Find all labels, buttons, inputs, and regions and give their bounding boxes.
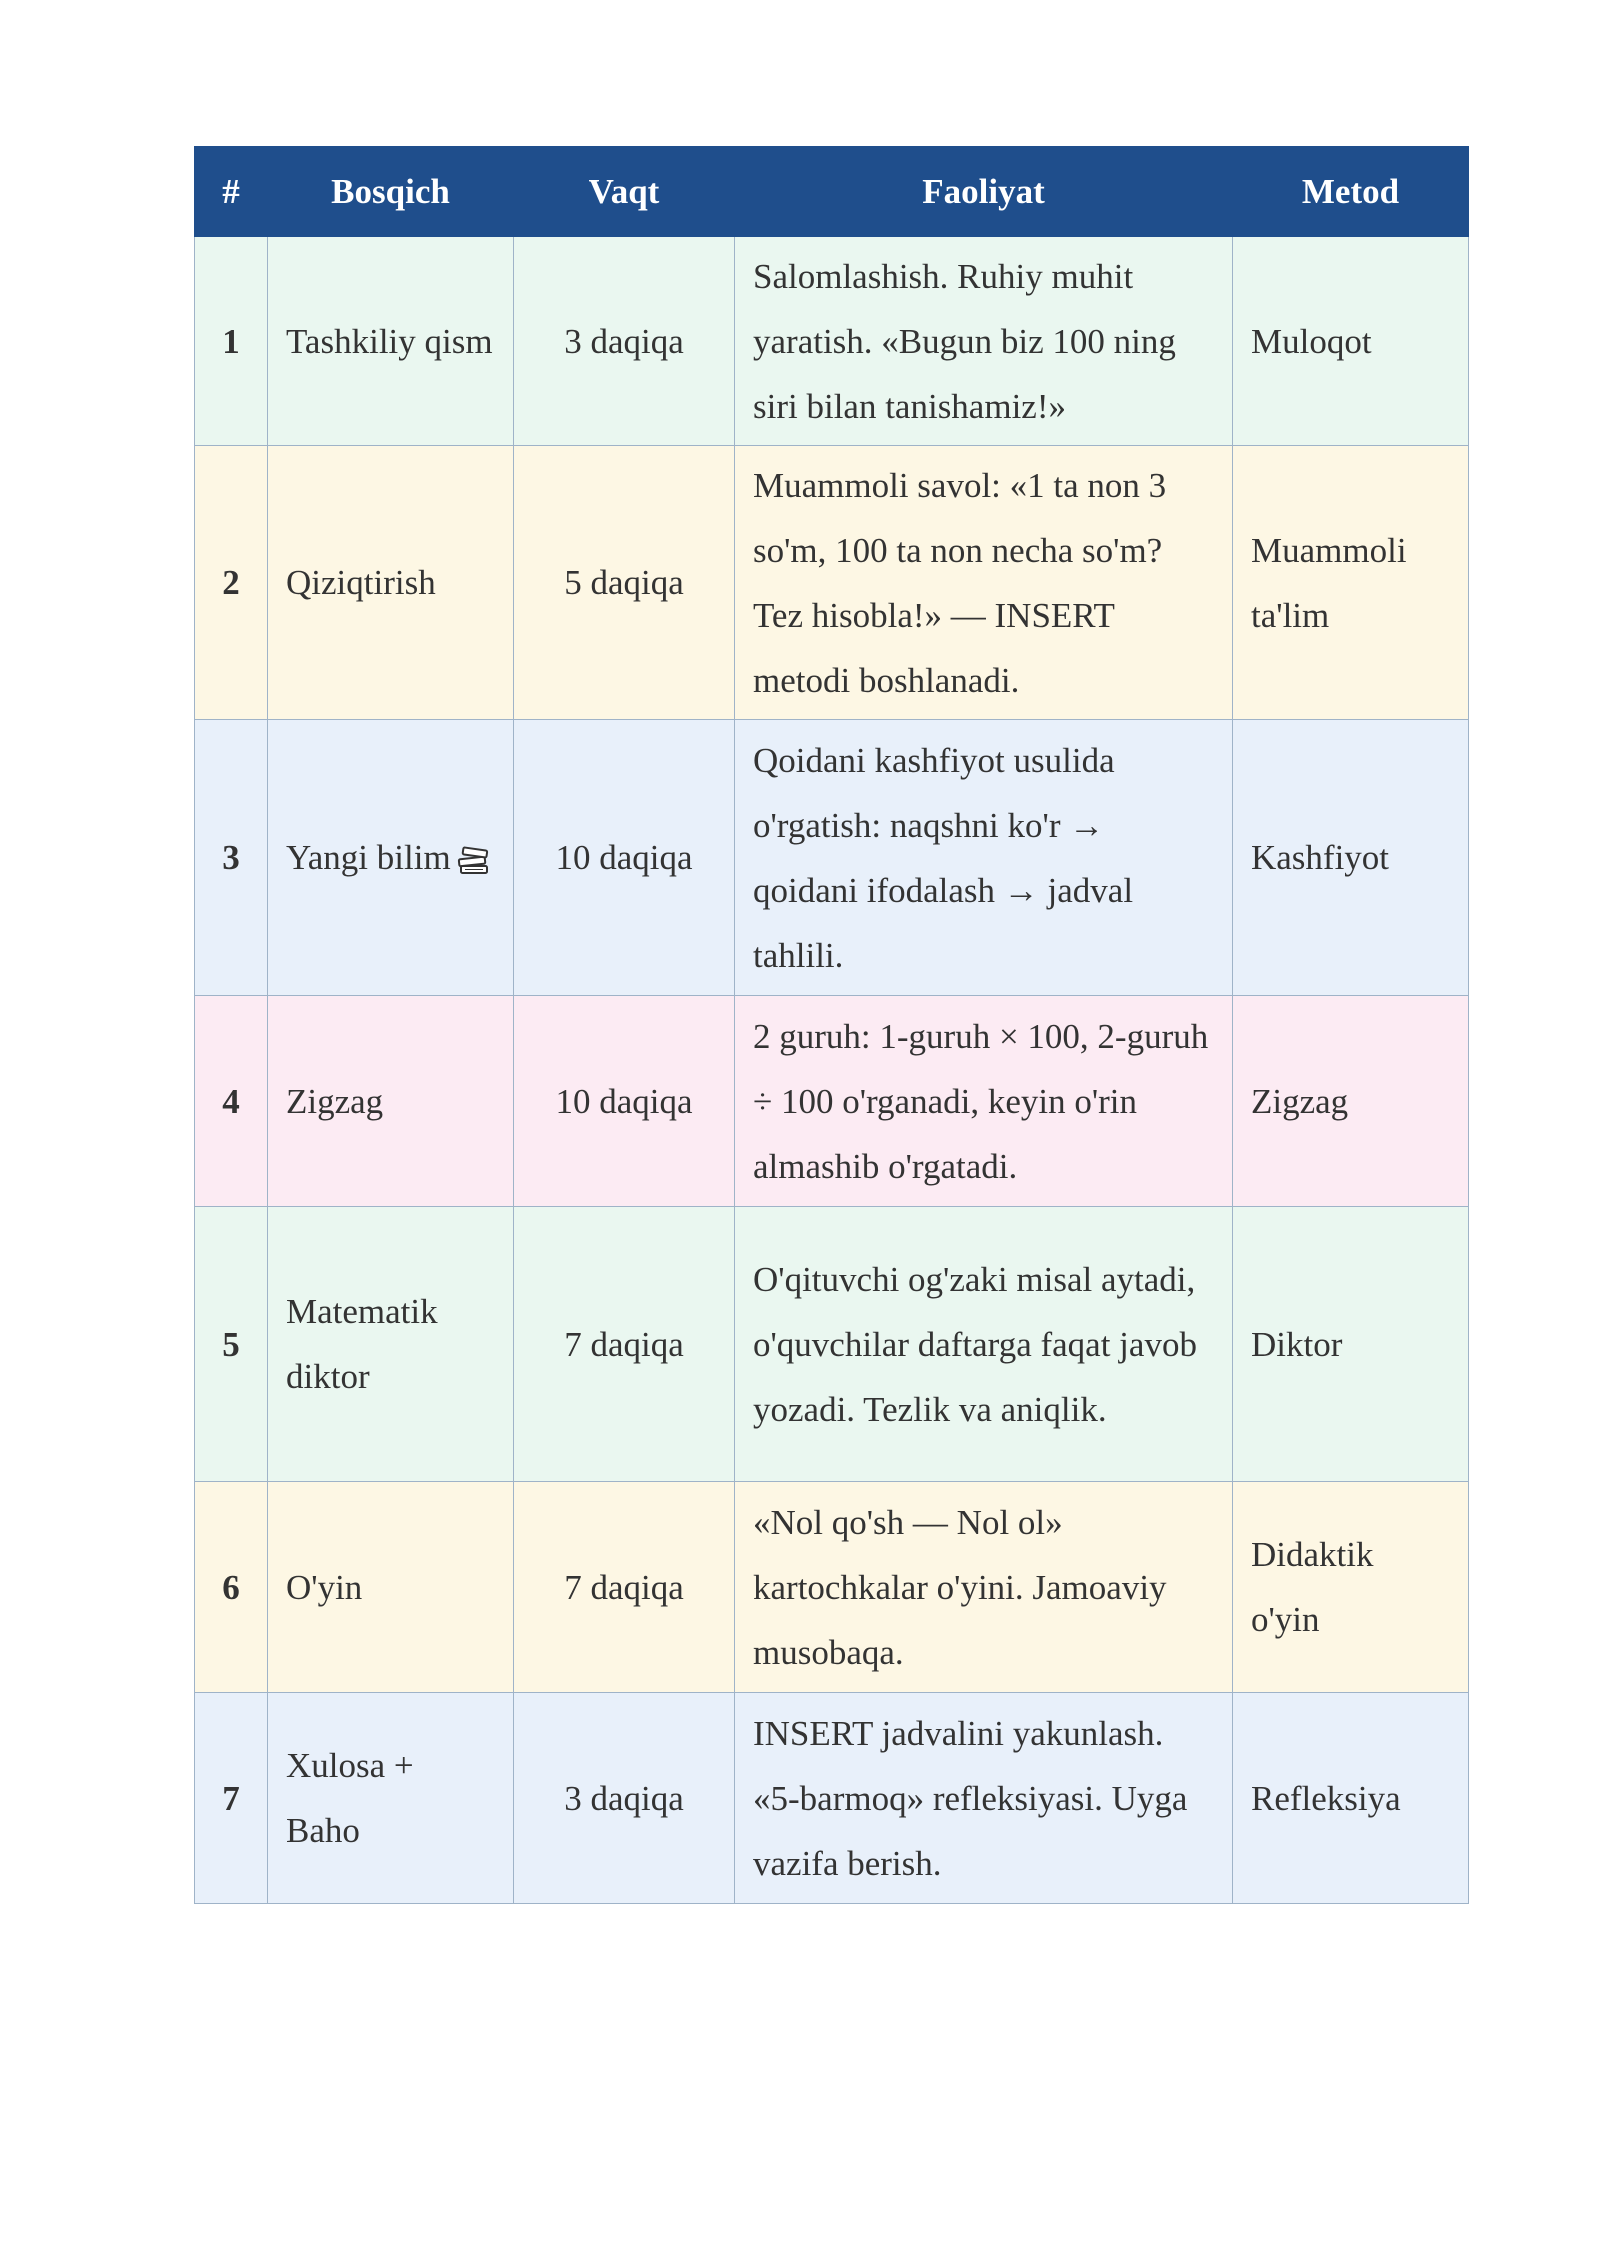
table-row <box>195 237 1469 446</box>
row-stage: Matematik diktor <box>268 1207 514 1482</box>
lesson-plan-table <box>194 146 1469 1904</box>
row-activity: Muammoli savol: «1 ta non 3 so'm, 100 ta non necha so'm? Tez hisobla!» — INSERT metodi boshlanadi. <box>735 446 1233 720</box>
header-stage: Bosqich <box>268 147 514 237</box>
row-activity: Salomlashish. Ruhiy muhit yaratish. «Bugun biz 100 ning siri bilan tanishamiz!» <box>735 237 1233 446</box>
row-number: 5 <box>195 1207 268 1482</box>
row-method: Diktor <box>1233 1207 1469 1482</box>
row-method: Muloqot <box>1233 237 1469 446</box>
row-method: Kashfiyot <box>1233 720 1469 996</box>
row-stage: Qiziqtirish <box>268 446 514 720</box>
header-time: Vaqt <box>514 147 735 237</box>
row-time: 3 daqiqa <box>514 1693 735 1904</box>
row-method: Zigzag <box>1233 996 1469 1207</box>
row-method: Muammoli ta'lim <box>1233 446 1469 720</box>
row-stage: Xulosa + Baho <box>268 1693 514 1904</box>
table-row <box>195 1482 1469 1693</box>
row-time: 10 daqiqa <box>514 996 735 1207</box>
row-stage: O'yin <box>268 1482 514 1693</box>
header-activity: Faoliyat <box>735 147 1233 237</box>
table-header-row <box>195 147 1469 237</box>
row-activity: Qoidani kashfiyot usulida o'rgatish: naqshni ko'r → qoidani ifodalash → jadval tahlili. <box>735 720 1233 996</box>
header-number: # <box>195 147 268 237</box>
table-row <box>195 1693 1469 1904</box>
table-row <box>195 720 1469 996</box>
row-number: 3 <box>195 720 268 996</box>
row-method: Refleksiya <box>1233 1693 1469 1904</box>
row-number: 6 <box>195 1482 268 1693</box>
books-icon <box>457 846 491 876</box>
row-stage: Zigzag <box>268 996 514 1207</box>
row-number: 4 <box>195 996 268 1207</box>
row-activity: «Nol qo'sh — Nol ol» kartochkalar o'yini. Jamoaviy musobaqa. <box>735 1482 1233 1693</box>
row-stage <box>268 720 514 996</box>
row-time: 5 daqiqa <box>514 446 735 720</box>
table-row <box>195 1207 1469 1482</box>
row-number: 1 <box>195 237 268 446</box>
row-time: 7 daqiqa <box>514 1207 735 1482</box>
row-activity: 2 guruh: 1-guruh × 100, 2-guruh ÷ 100 o'rganadi, keyin o'rin almashib o'rgatadi. <box>735 996 1233 1207</box>
row-method: Didaktik o'yin <box>1233 1482 1469 1693</box>
row-stage-label: Yangi bilim <box>286 838 451 877</box>
header-method: Metod <box>1233 147 1469 237</box>
row-time: 10 daqiqa <box>514 720 735 996</box>
row-activity: INSERT jadvalini yakunlash. «5-barmoq» refleksiyasi. Uyga vazifa berish. <box>735 1693 1233 1904</box>
row-time: 3 daqiqa <box>514 237 735 446</box>
row-number: 7 <box>195 1693 268 1904</box>
row-number: 2 <box>195 446 268 720</box>
table-row <box>195 446 1469 720</box>
row-stage: Tashkiliy qism <box>268 237 514 446</box>
table-row <box>195 996 1469 1207</box>
row-activity: O'qituvchi og'zaki misal aytadi, o'quvchilar daftarga faqat javob yozadi. Tezlik va aniqlik. <box>735 1207 1233 1482</box>
row-time: 7 daqiqa <box>514 1482 735 1693</box>
